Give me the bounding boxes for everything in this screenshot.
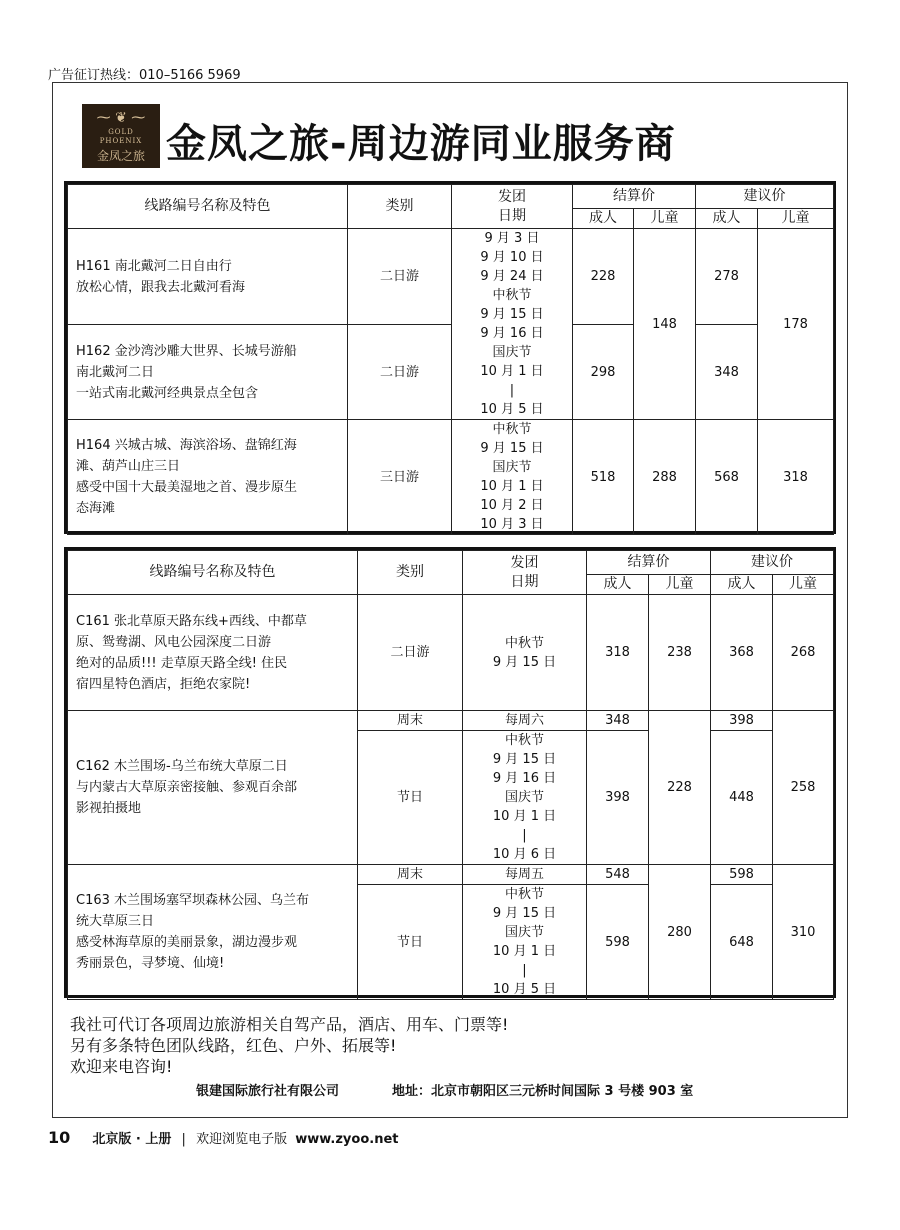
settle-adult-c163-weekend: 548	[587, 865, 649, 885]
header-settle-price: 结算价	[573, 185, 696, 209]
date-line: 10 月 2 日	[480, 498, 544, 513]
header-route: 线路编号名称及特色	[68, 185, 348, 229]
date-line: 国庆节	[504, 925, 544, 940]
date-line: 10 月 1 日	[492, 809, 557, 824]
company-address: 地址：北京市朝阳区三元桥时间国际 3 号楼 903 室	[392, 1084, 694, 1099]
header-settle-adult: 成人	[573, 209, 634, 229]
suggest-child-c162: 258	[773, 711, 834, 865]
suggest-adult-c162-weekend: 398	[711, 711, 773, 731]
header-suggest-child: 儿童	[758, 209, 834, 229]
date-line: 9 月 15 日	[480, 441, 544, 456]
route-line: 一站式南北戴河经典景点全包含	[76, 385, 259, 401]
settle-adult-c162-weekend: 348	[587, 711, 649, 731]
route-c162	[68, 711, 358, 865]
suggest-adult-h161: 278	[696, 229, 758, 325]
logo-text-chinese: 金凤之旅	[96, 149, 145, 163]
suggest-adult-h164: 568	[696, 420, 758, 535]
route-line: 秀丽景色，寻梦境、仙境!	[76, 956, 225, 971]
date-line: 10 月 3 日	[480, 517, 544, 532]
website-link[interactable]: www.zyoo.net	[295, 1132, 399, 1147]
route-line: 宿四星特色酒店，拒绝农家院!	[76, 676, 251, 692]
route-line: 态海滩	[76, 501, 116, 516]
suggest-child-c163: 310	[773, 865, 834, 1000]
route-line: C161 张北草原天路东线+西线、中都草	[76, 613, 307, 629]
footer-separator: |	[181, 1132, 186, 1147]
dates-c161	[463, 595, 587, 711]
date-line: 10 月 1 日	[492, 944, 557, 959]
browse-label: 欢迎浏览电子版	[196, 1132, 288, 1147]
header-date-line1: 发团	[498, 188, 526, 205]
suggest-adult-c161: 368	[711, 595, 773, 711]
header-suggest-price: 建议价	[696, 185, 834, 209]
type-c163-holiday: 节日	[358, 885, 463, 1000]
dates-c163-holiday	[463, 885, 587, 1000]
date-line: 10 月 1 日	[480, 479, 544, 494]
suggest-child-h164: 318	[758, 420, 834, 535]
settle-child-h161-h162: 148	[634, 229, 696, 420]
gold-phoenix-logo	[82, 104, 160, 168]
date-line: 9 月 3 日	[484, 231, 540, 246]
phoenix-icon: ⁓ ❦ ⁓	[96, 110, 146, 126]
date-line: 9 月 15 日	[492, 752, 557, 767]
suggest-child-c161: 268	[773, 595, 834, 711]
date-line: 国庆节	[492, 460, 532, 475]
suggest-adult-h162: 348	[696, 325, 758, 420]
route-line: C162 木兰围场-乌兰布统大草原二日	[76, 759, 288, 774]
route-line: 感受中国十大最美湿地之首、漫步原生	[76, 480, 298, 495]
date-line: 国庆节	[504, 790, 544, 805]
dates-h161-h162	[452, 229, 573, 420]
route-line: 绝对的品质!!! 走草原天路全线! 住民	[76, 655, 288, 671]
header-date-line1: 发团	[510, 554, 539, 571]
page-headline: 金凤之旅-周边游同业服务商	[166, 121, 676, 167]
type-c162-weekend: 周末	[358, 711, 463, 731]
note-line: 欢迎来电咨询!	[70, 1057, 173, 1076]
header-settle-child: 儿童	[634, 209, 696, 229]
note-line: 另有多条特色团队线路，红色、户外、拓展等!	[70, 1036, 397, 1055]
date-line: 9 月 16 日	[492, 771, 557, 786]
route-c163	[68, 865, 358, 1000]
note-line: 我社可代订各项周边旅游相关自驾产品，酒店、用车、门票等!	[70, 1015, 509, 1034]
dates-c163-weekend: 每周五	[463, 865, 587, 885]
type-h162: 二日游	[348, 325, 452, 420]
route-c161	[68, 595, 358, 711]
suggest-adult-c162-holiday: 448	[711, 731, 773, 865]
type-h161: 二日游	[348, 229, 452, 325]
date-line: 10 月 5 日	[492, 982, 557, 997]
date-line: |	[522, 963, 527, 978]
route-h162	[68, 325, 348, 420]
route-line: 统大草原三日	[76, 914, 155, 929]
date-line: 10 月 1 日	[480, 364, 544, 379]
settle-adult-c162-holiday: 398	[587, 731, 649, 865]
suggest-adult-c163-holiday: 648	[711, 885, 773, 1000]
date-line: 国庆节	[492, 345, 532, 360]
edition-label: 北京版 · 上册	[92, 1132, 172, 1147]
header-settle-price: 结算价	[587, 551, 711, 575]
header-settle-child: 儿童	[649, 575, 711, 595]
date-line: 9 月 10 日	[480, 250, 544, 265]
page-number: 10	[48, 1128, 71, 1147]
settle-child-h164: 288	[634, 420, 696, 535]
route-h164	[68, 420, 348, 535]
route-table-h	[67, 184, 834, 535]
date-line: 9 月 24 日	[480, 269, 544, 284]
settle-adult-c161: 318	[587, 595, 649, 711]
header-suggest-price: 建议价	[711, 551, 834, 575]
company-name: 银建国际旅行社有限公司	[196, 1084, 340, 1099]
page-footer	[48, 1128, 399, 1147]
route-table-c	[67, 550, 834, 1000]
header-date-line2: 日期	[510, 573, 539, 590]
suggest-child-h161-h162: 178	[758, 229, 834, 420]
suggest-adult-c163-weekend: 598	[711, 865, 773, 885]
date-line: 9 月 16 日	[480, 326, 544, 341]
route-line: 影视拍摄地	[76, 801, 142, 816]
date-line: 中秋节	[492, 288, 532, 303]
header-type: 类别	[348, 185, 452, 229]
route-line: H161 南北戴河二日自由行	[76, 258, 232, 274]
date-line: 中秋节	[492, 422, 532, 437]
logo-text-gold: GOLD	[108, 128, 134, 136]
dates-c162-weekend: 每周六	[463, 711, 587, 731]
header-date-line2: 日期	[498, 207, 526, 224]
date-line: 中秋节	[504, 887, 544, 902]
header-suggest-adult: 成人	[696, 209, 758, 229]
type-c163-weekend: 周末	[358, 865, 463, 885]
date-line: |	[509, 383, 515, 398]
route-line: 与内蒙古大草原亲密接触、参观百余部	[76, 780, 298, 795]
notes-block	[70, 1014, 508, 1077]
date-line: 中秋节	[504, 635, 544, 651]
date-line: 9 月 15 日	[492, 906, 557, 921]
route-line: C163 木兰围场塞罕坝森林公园、乌兰布	[76, 893, 310, 908]
dates-h164	[452, 420, 573, 535]
header-suggest-child: 儿童	[773, 575, 834, 595]
settle-adult-h164: 518	[573, 420, 634, 535]
route-line: H162 金沙湾沙雕大世界、长城号游船	[76, 343, 297, 359]
header-suggest-adult: 成人	[711, 575, 773, 595]
header-route: 线路编号名称及特色	[68, 551, 358, 595]
header-date	[463, 551, 587, 595]
route-h161	[68, 229, 348, 325]
date-line: 中秋节	[504, 733, 544, 748]
ad-hotline: 广告征订热线：010–5166 5969	[48, 68, 241, 83]
type-h164: 三日游	[348, 420, 452, 535]
settle-child-c161: 238	[649, 595, 711, 711]
route-line: 放松心情，跟我去北戴河看海	[76, 279, 246, 295]
route-line: 南北戴河二日	[76, 364, 155, 380]
header-date	[452, 185, 573, 229]
header-settle-adult: 成人	[587, 575, 649, 595]
date-line: |	[522, 828, 527, 843]
logo-text-phoenix: PHOENIX	[99, 137, 143, 145]
header-type: 类别	[358, 551, 463, 595]
settle-child-c163: 280	[649, 865, 711, 1000]
settle-adult-c163-holiday: 598	[587, 885, 649, 1000]
route-line: 滩、葫芦山庄三日	[76, 459, 181, 474]
route-line: H164 兴城古城、海滨浴场、盘锦红海	[76, 438, 297, 453]
type-c161: 二日游	[358, 595, 463, 711]
route-line: 感受林海草原的美丽景象，湖边漫步观	[76, 935, 298, 950]
dates-c162-holiday	[463, 731, 587, 865]
settle-adult-h162: 298	[573, 325, 634, 420]
type-c162-holiday: 节日	[358, 731, 463, 865]
date-line: 9 月 15 日	[492, 654, 557, 670]
settle-adult-h161: 228	[573, 229, 634, 325]
date-line: 9 月 15 日	[480, 307, 544, 322]
date-line: 10 月 6 日	[492, 847, 557, 862]
settle-child-c162: 228	[649, 711, 711, 865]
route-line: 原、鸳鸯湖、风电公园深度二日游	[76, 634, 272, 650]
date-line: 10 月 5 日	[480, 402, 544, 417]
